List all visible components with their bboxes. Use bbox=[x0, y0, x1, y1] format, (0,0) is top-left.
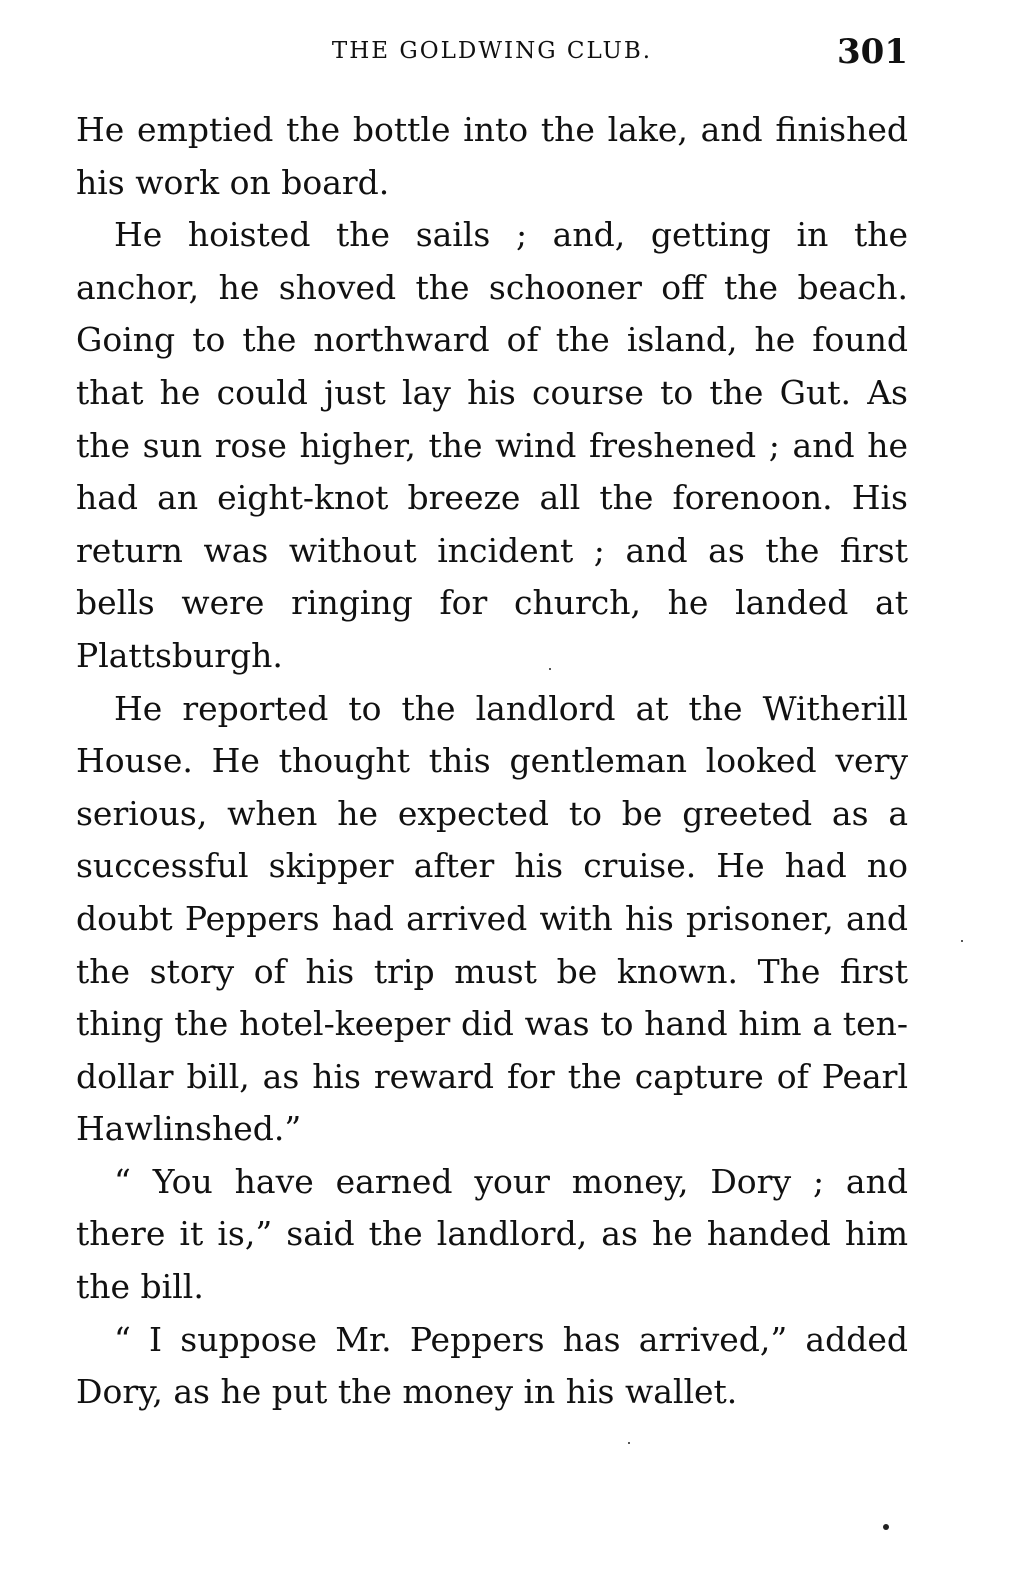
print-speck bbox=[628, 1442, 630, 1444]
body-text bbox=[76, 104, 908, 1419]
print-speck bbox=[883, 1524, 889, 1530]
print-speck bbox=[549, 668, 551, 670]
page-number: 301 bbox=[837, 32, 908, 72]
paragraph: “ I suppose Mr. Peppers has arrived,” added Dory, as he put the money in his wallet. bbox=[76, 1319, 908, 1412]
running-header bbox=[76, 34, 908, 78]
paragraph: He emptied the bottle into the lake, and finished his work on board. bbox=[76, 110, 908, 202]
paragraph: He hoisted the sails ; and, getting in the anchor, he shoved the schooner off the beach. Going to the northward of the island, he found that he could just lay his course to the Gut. As the sun rose higher, the wind freshened ; and he had an eight-knot breeze all the forenoon. His return was without incident ; and as the first bells were ringing for church, he landed at Plattsburgh. bbox=[76, 215, 908, 675]
paragraph: “ You have earned your money, Dory ; and there it is,” said the landlord, as he handed him the bill. bbox=[76, 1161, 908, 1307]
paragraph: He reported to the landlord at the Witherill House. He thought this gentleman looked very serious, when he expected to be greeted as a successful skipper after his cruise. He had no doubt Peppers had arrived with his prisoner, and the story of his trip must be known. The first thing the hotel-keeper did was to hand him a ten-dollar bill, as his reward for the capture of Pearl Hawlinshed.” bbox=[76, 688, 908, 1149]
running-title: THE GOLDWING CLUB. bbox=[331, 38, 653, 64]
print-speck bbox=[961, 940, 963, 942]
